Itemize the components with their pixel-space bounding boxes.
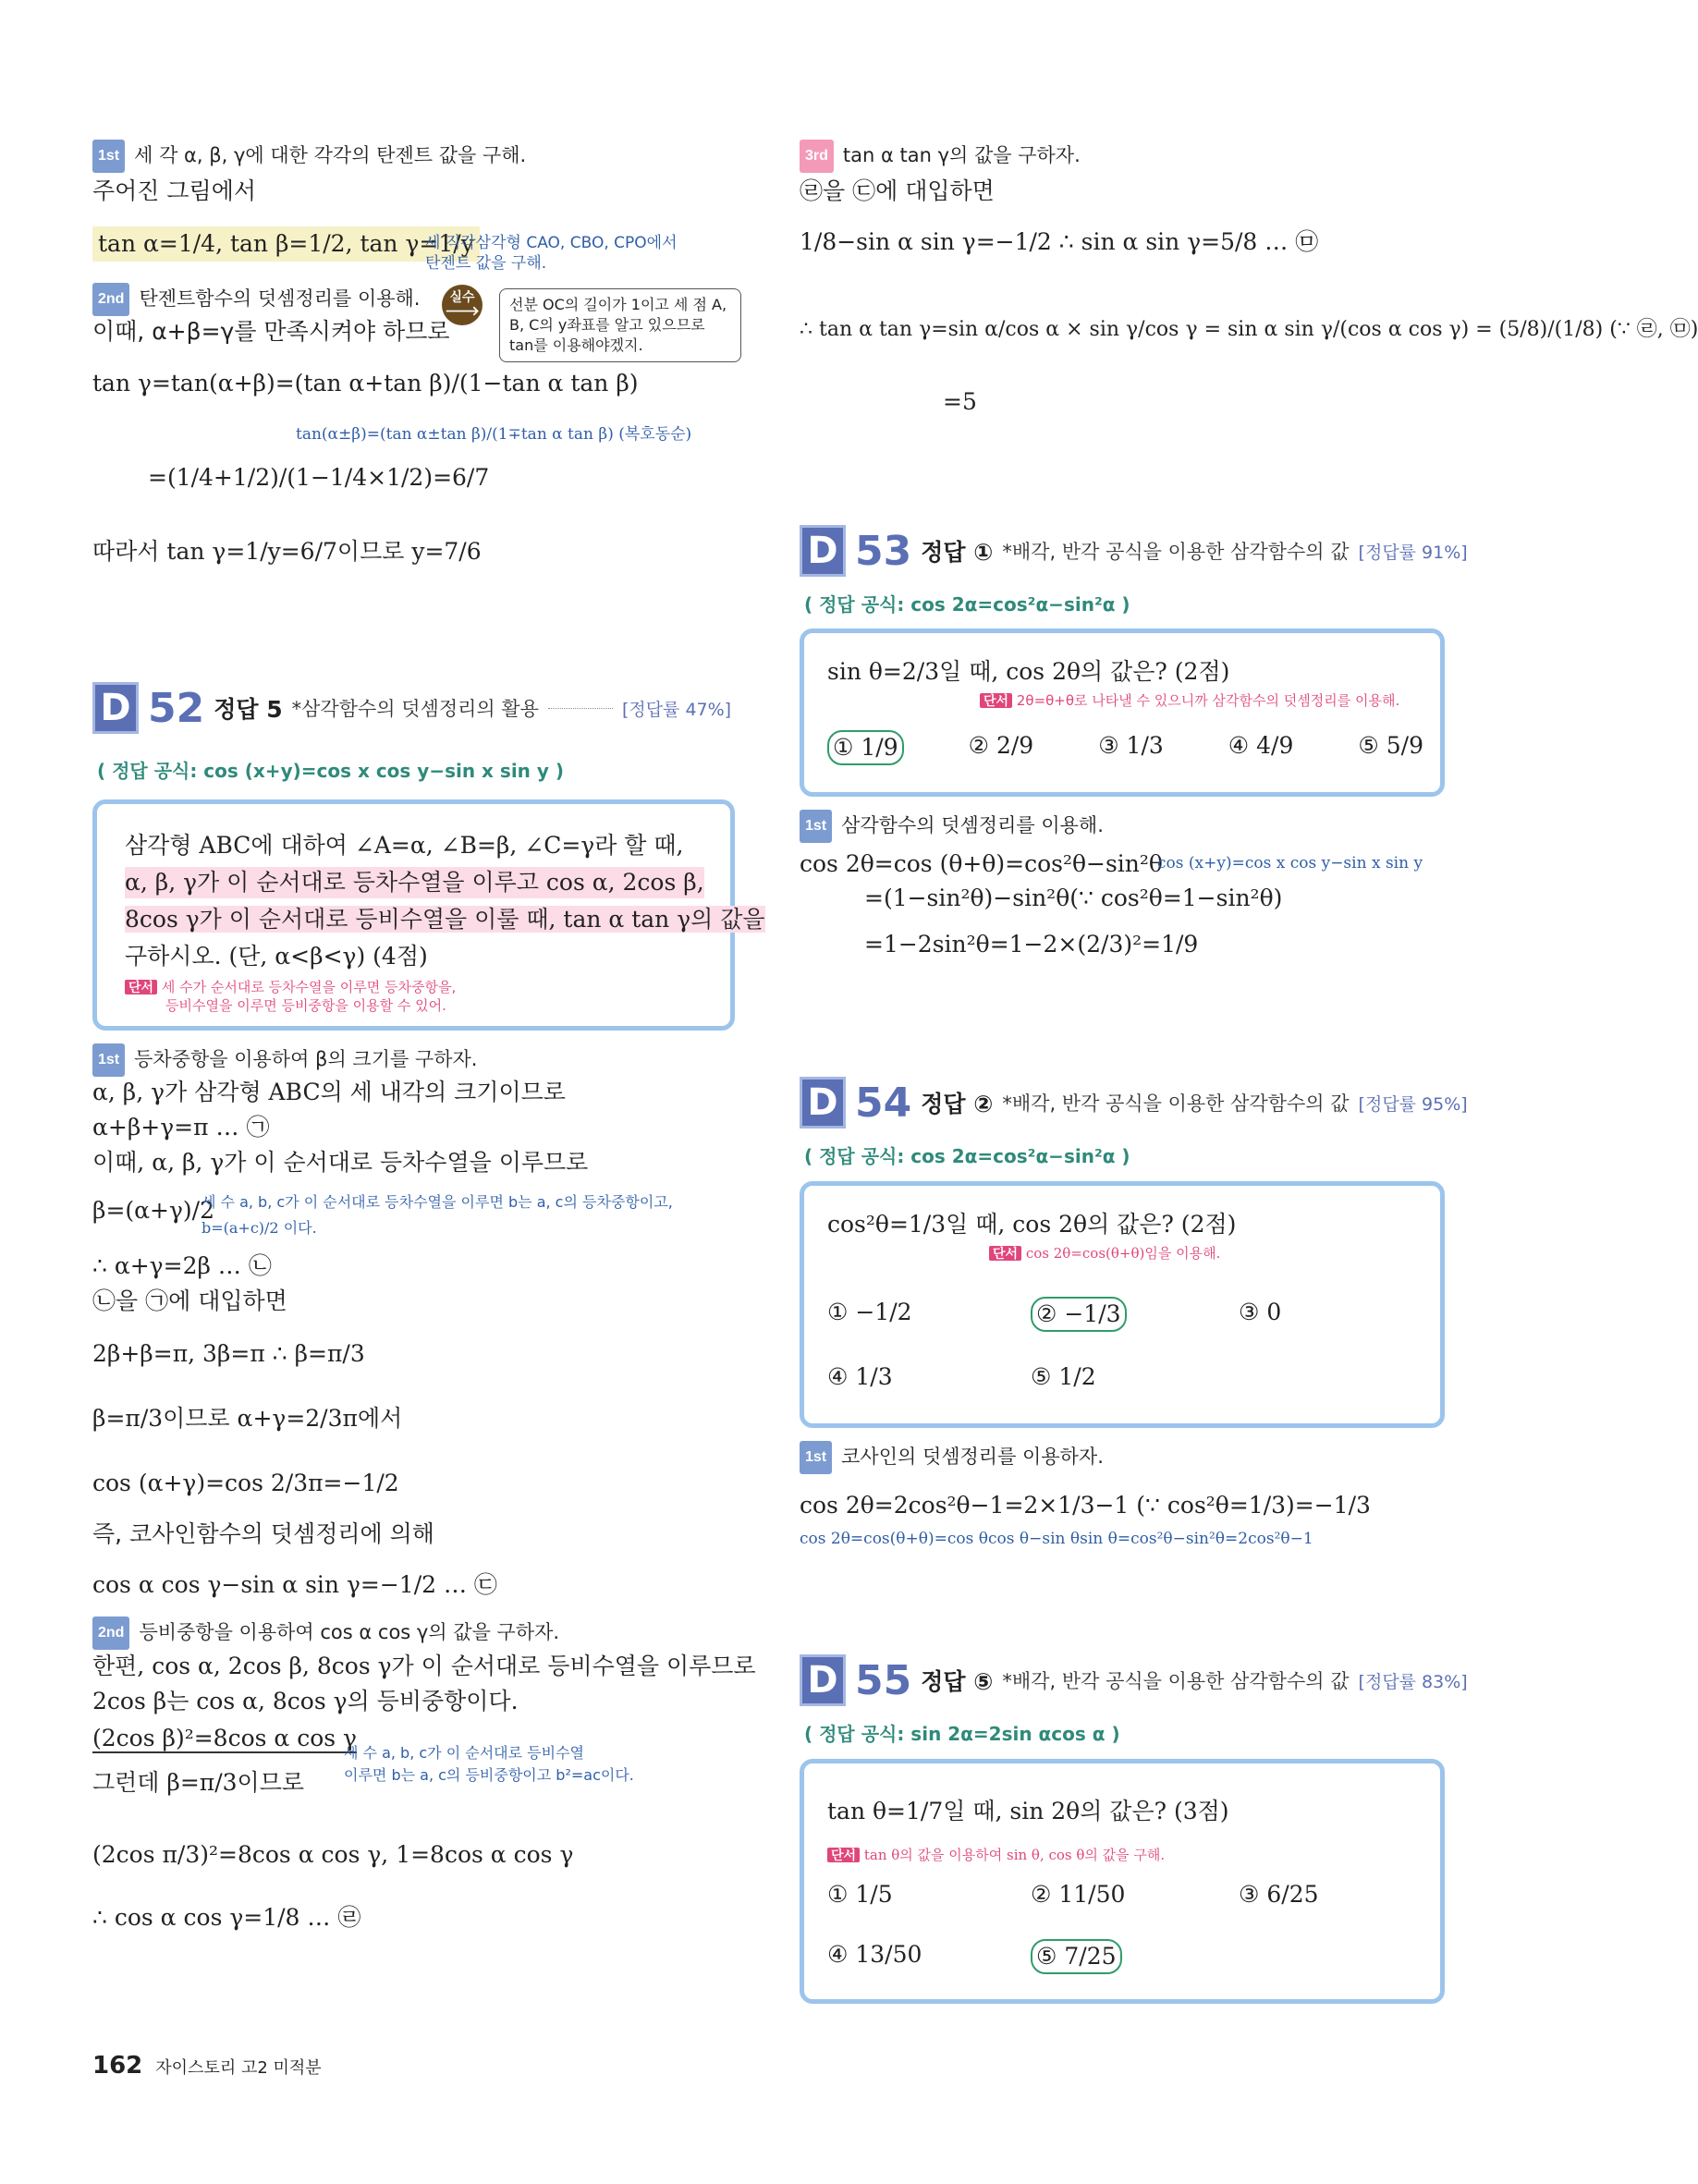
condition-line: 이때, α+β=γ를 만족시켜야 하므로 [92, 318, 450, 345]
hint-row [980, 690, 1399, 710]
key-formula: ( 정답 공식: cos (x+y)=cos x cos y−sin x sin y ) [97, 760, 565, 782]
choice-5[interactable]: ⑤ 7/25 [1031, 1939, 1122, 1974]
thought-bubble: 선분 OC의 길이가 1이고 세 점 A, B, C의 y좌표를 알고 있으므로 tan를 이용해야겠지. [499, 288, 741, 362]
step-1-row [92, 1043, 477, 1077]
problem-53-header [800, 525, 1468, 577]
choice-1[interactable]: ① 1/9 [827, 730, 904, 765]
choice-5[interactable]: ⑤ 1/2 [1031, 1363, 1096, 1390]
problem-52-header [92, 682, 731, 734]
step-2-row [92, 1616, 559, 1650]
step-badge: 1st [800, 810, 832, 843]
step-text: 등비중항을 이용하여 cos α cos γ의 값을 구하자. [139, 1621, 560, 1643]
topic: *배각, 반각 공식을 이용한 삼각함수의 값 [1002, 1670, 1350, 1692]
accuracy-rate: [정답률 95%] [1358, 1093, 1468, 1115]
solution-line: =5 [943, 388, 977, 415]
accuracy-rate: [정답률 47%] [621, 699, 732, 720]
solution-line: cos 2θ=2cos²θ−1=2×1/3−1 (∵ cos²θ=1/3)=−1/3 [800, 1492, 1371, 1519]
side-note: cos 2θ=cos(θ+θ)=cos θcos θ−sin θsin θ=cos²θ−sin²θ=2cos²θ−1 [800, 1530, 1313, 1548]
answer-label: 정답 ② [921, 1091, 994, 1117]
choice-3[interactable]: ③ 0 [1239, 1299, 1282, 1325]
intro-line: 주어진 그림에서 [92, 177, 256, 204]
solution-line: α, β, γ가 삼각형 ABC의 세 내각의 크기이므로 [92, 1079, 566, 1105]
problem-54-header [800, 1077, 1468, 1129]
question-54-box [800, 1181, 1445, 1428]
book-title: 자이스토리 고2 미적분 [155, 2058, 322, 2078]
problem-label: D [800, 1077, 846, 1129]
side-note: cos (x+y)=cos x cos y−sin x sin y [1157, 854, 1423, 872]
solution-line: =1−2sin²θ=1−2×(2/3)²=1/9 [864, 931, 1199, 958]
step-badge: 3rd [800, 140, 834, 173]
side-note: b=(a+c)/2 이다. [202, 1219, 317, 1237]
solution-line: 그런데 β=π/3이므로 [92, 1769, 305, 1796]
solution-line: cos 2θ=cos (θ+θ)=cos²θ−sin²θ [800, 850, 1163, 877]
key-formula: ( 정답 공식: cos 2α=cos²α−sin²α ) [804, 1145, 1130, 1167]
mistake-icon: 실수 🡒 [442, 285, 483, 325]
solution-line: ∴ α+γ=2β … ㉡ [92, 1252, 272, 1279]
step-text: tan α tan γ의 값을 구하자. [842, 144, 1081, 166]
choice-4[interactable]: ④ 13/50 [827, 1941, 922, 1968]
hint-text: 등비수열을 이루면 등비중항을 이용할 수 있어. [165, 997, 446, 1014]
side-note: 이루면 b는 a, c의 등비중항이고 b²=ac이다. [344, 1766, 634, 1784]
solution-line: 한편, cos α, 2cos β, 8cos γ가 이 순서대로 등비수열을 이루므로 [92, 1653, 756, 1679]
key-formula: ( 정답 공식: sin 2α=2sin αcos α ) [804, 1723, 1120, 1745]
solution-line: ㉣을 ㉢에 대입하면 [800, 177, 995, 204]
solution-line: cos α cos γ−sin α sin γ=−1/2 … ㉢ [92, 1571, 497, 1598]
solution-line: =(1−sin²θ)−sin²θ(∵ cos²θ=1−sin²θ) [864, 885, 1283, 911]
hint-text: tan θ의 값을 이용하여 sin θ, cos θ의 값을 구해. [863, 1847, 1166, 1863]
question-text: 8cos γ가 이 순서대로 등비수열을 이룰 때, tan α tan γ의 값을 [125, 906, 765, 933]
accuracy-rate: [정답률 91%] [1358, 542, 1468, 563]
step-text: 등차중항을 이용하여 β의 크기를 구하자. [134, 1048, 478, 1070]
question-line: sin θ=2/3일 때, cos 2θ의 값은? (2점) [827, 658, 1230, 685]
solution-line: β=(α+γ)/2 [92, 1197, 215, 1224]
tan-gamma-value: =(1/4+1/2)/(1−1/4×1/2)=6/7 [148, 464, 490, 491]
problem-label: D [800, 525, 846, 577]
tan-sum-note: tan(α±β)=(tan α±tan β)/(1∓tan α tan β) (복호동순) [296, 425, 692, 444]
step-text: 세 각 α, β, γ에 대한 각각의 탄젠트 값을 구해. [134, 144, 527, 166]
solution-line: (2cos π/3)²=8cos α cos γ, 1=8cos α cos γ [92, 1841, 574, 1868]
choice-3[interactable]: ③ 6/25 [1239, 1881, 1319, 1908]
solution-line: cos (α+γ)=cos 2/3π=−1/2 [92, 1470, 399, 1496]
topic: *배각, 반각 공식을 이용한 삼각함수의 값 [1002, 541, 1350, 563]
problem-number: 52 [148, 684, 205, 732]
problem-label: D [800, 1654, 846, 1706]
step-text: 코사인의 덧셈정리를 이용하자. [841, 1446, 1104, 1468]
step-3-row [800, 139, 1081, 173]
step-badge: 2nd [92, 283, 129, 316]
hint-text: 2θ=θ+θ로 나타낼 수 있으니까 삼각함수의 덧셈정리를 이용해. [1016, 692, 1400, 709]
choice-4[interactable]: ④ 1/3 [827, 1363, 893, 1390]
accuracy-rate: [정답률 83%] [1358, 1671, 1468, 1692]
solution-line: 2β+β=π, 3β=π ∴ β=π/3 [92, 1340, 365, 1367]
side-note: 세 수 a, b, c가 이 순서대로 등비수열 [344, 1744, 585, 1762]
choice-2[interactable]: ② 11/50 [1031, 1881, 1126, 1908]
question-52-box [92, 799, 765, 1031]
solution-line: ∴ tan α tan γ=sin α/cos α × sin γ/cos γ = sin α sin γ/(cos α cos γ) = (5/8)/(1/8) (∵ ㉣, ㉤) [800, 318, 1698, 341]
solution-line: ∴ cos α cos γ=1/8 … ㉣ [92, 1904, 361, 1931]
tan-values-note: 세 직각삼각형 CAO, CBO, CPO에서 탄젠트 값을 구해. [425, 234, 678, 273]
solution-line [92, 1723, 357, 1754]
step-1-row [800, 1440, 1104, 1474]
step-1-row [800, 809, 1104, 843]
step-2-row [92, 282, 420, 316]
y-result: 따라서 tan γ=1/y=6/7이므로 y=7/6 [92, 538, 482, 565]
choice-1[interactable]: ① −1/2 [827, 1299, 912, 1325]
hint-badge: 단서 [827, 1848, 860, 1862]
step-text: 삼각함수의 덧셈정리를 이용해. [841, 814, 1104, 836]
tan-sum-formula: tan γ=tan(α+β)=(tan α+tan β)/(1−tan α tan β) [92, 370, 639, 397]
side-note: 세 수 a, b, c가 이 순서대로 등차수열을 이루면 b는 a, c의 등차중항이고, [202, 1193, 673, 1211]
problem-number: 55 [855, 1656, 912, 1704]
hint-row [125, 978, 456, 1015]
question-line: tan θ=1/7일 때, sin 2θ의 값은? (3점) [827, 1798, 1229, 1824]
problem-number: 54 [855, 1079, 912, 1127]
question-53-box [800, 628, 1445, 797]
topic: *삼각함수의 덧셈정리의 활용 [291, 698, 539, 720]
solution-line: 이때, α, β, γ가 이 순서대로 등차수열을 이루므로 [92, 1149, 589, 1176]
question-line: 삼각형 ABC에 대하여 ∠A=α, ∠B=β, ∠C=γ라 할 때, [125, 832, 684, 859]
hint-text: 세 수가 순서대로 등차수열을 이루면 등차중항을, [161, 979, 457, 995]
step-1-row [92, 139, 526, 173]
question-line: cos²θ=1/3일 때, cos 2θ의 값은? (2점) [827, 1211, 1237, 1238]
hint-text: cos 2θ=cos(θ+θ)임을 이용해. [1025, 1245, 1221, 1262]
hint-row [827, 1845, 1165, 1864]
question-line [125, 904, 765, 935]
step-badge: 1st [92, 1043, 125, 1077]
choice-5[interactable]: ⑤ 5/9 [1358, 732, 1423, 759]
choice-2[interactable]: ② 2/9 [968, 732, 1034, 759]
hint-badge: 단서 [125, 980, 157, 994]
choices [827, 730, 1423, 765]
choice-1[interactable]: ① 1/5 [827, 1881, 893, 1908]
step-badge: 1st [800, 1441, 832, 1474]
choice-4[interactable]: ④ 4/9 [1228, 732, 1294, 759]
solution-line: α+β+γ=π … ㉠ [92, 1114, 270, 1141]
hint-badge: 단서 [989, 1246, 1021, 1261]
tan-values: tan α=1/4, tan β=1/2, tan γ=1/y [92, 226, 480, 262]
answer-label: 정답 ① [921, 539, 994, 566]
solution-line: 즉, 코사인함수의 덧셈정리에 의해 [92, 1520, 434, 1547]
step-badge: 1st [92, 140, 125, 173]
problem-55-header [800, 1654, 1468, 1706]
topic: *배각, 반각 공식을 이용한 삼각함수의 값 [1002, 1092, 1350, 1115]
choice-3[interactable]: ③ 1/3 [1098, 732, 1164, 759]
step-text: 탄젠트함수의 덧셈정리를 이용해. [139, 287, 421, 310]
step-badge: 2nd [92, 1617, 129, 1650]
question-55-box [800, 1759, 1445, 2004]
footer [92, 2052, 322, 2080]
solution-text: (2cos β)²=8cos α cos γ [92, 1725, 357, 1751]
hint-badge: 단서 [980, 693, 1012, 708]
solution-line: β=π/3이므로 α+γ=2/3π에서 [92, 1405, 403, 1432]
question-line: 구하시오. (단, α<β<γ) (4점) [125, 943, 428, 970]
solution-line: 2cos β는 cos α, 8cos γ의 등비중항이다. [92, 1688, 519, 1714]
problem-label: D [92, 682, 139, 734]
choice-2[interactable]: ② −1/3 [1031, 1297, 1127, 1332]
answer-label: 정답 5 [214, 696, 283, 723]
key-formula: ( 정답 공식: cos 2α=cos²α−sin²α ) [804, 593, 1130, 616]
problem-number: 53 [855, 527, 912, 575]
question-line: α, β, γ가 이 순서대로 등차수열을 이루고 cos α, 2cos β, [125, 867, 704, 898]
solution-line: 1/8−sin α sin γ=−1/2 ∴ sin α sin γ=5/8 … ㉤ [800, 228, 1319, 255]
page-number: 162 [92, 2052, 143, 2080]
hint-row [989, 1243, 1220, 1263]
solution-line: ㉡을 ㉠에 대입하면 [92, 1287, 287, 1314]
answer-label: 정답 ⑤ [921, 1668, 994, 1695]
